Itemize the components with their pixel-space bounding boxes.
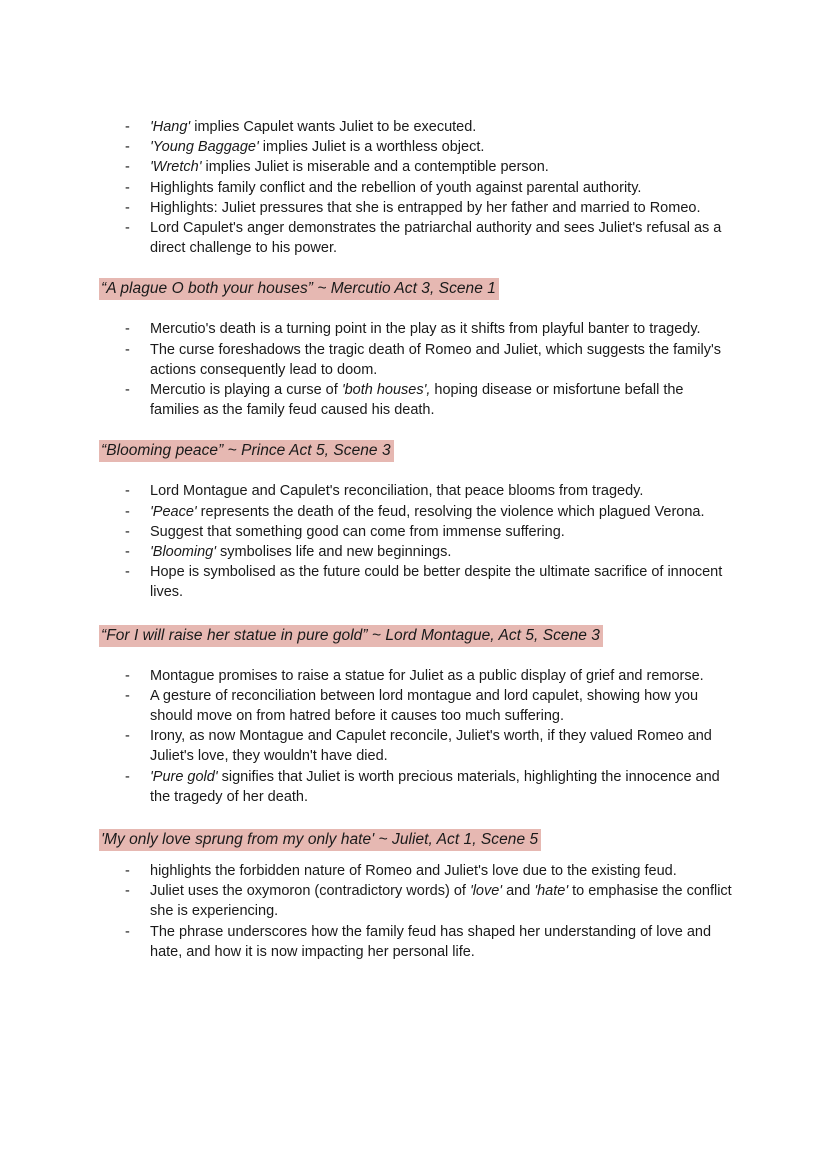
list-item: - 'Peace' represents the death of the feud, resolving the violence which plagued Verona. — [0, 502, 828, 522]
bullet-dash: - — [125, 220, 130, 237]
list-item: - 'Young Baggage' implies Juliet is a worthless object. — [0, 137, 828, 157]
notes-section-mercutio — [0, 278, 828, 420]
bullet-dash: - — [125, 382, 130, 399]
list-item: - Lord Montague and Capulet's reconciliation, that peace blooms from tragedy. — [0, 481, 828, 501]
bullet-list — [0, 319, 828, 420]
notes-section-montague — [0, 625, 828, 807]
list-item: - Mercutio is playing a curse of 'both houses', hoping disease or misfortune befall the families as the family feud caused his death. — [125, 382, 684, 419]
bullet-dash: - — [125, 139, 130, 156]
list-item: - Mercutio's death is a turning point in the play as it shifts from playful banter to tragedy. — [0, 319, 828, 339]
list-item: - Juliet uses the oxymoron (contradictory words) of 'love' and 'hate' to emphasise the conflict she is experiencing. — [125, 883, 732, 920]
list-item: - The curse foreshadows the tragic death of Romeo and Juliet, which suggests the family's actions consequently lead to doom. — [125, 341, 721, 378]
bullet-list — [0, 861, 828, 962]
bullet-dash: - — [125, 544, 130, 561]
list-item: - Lord Capulet's anger demonstrates the patriarchal authority and sees Juliet's refusal as a direct challenge to his power. — [125, 220, 722, 257]
bullet-dash: - — [125, 321, 130, 338]
bullet-dash: - — [125, 687, 130, 704]
list-item: - Suggest that something good can come from immense suffering. — [0, 522, 828, 542]
bullet-dash: - — [125, 199, 130, 216]
bullet-dash: - — [125, 728, 130, 745]
bullet-dash: - — [125, 523, 130, 540]
quote-heading: “A plague O both your houses” ~ Mercutio Act 3, Scene 1 — [99, 278, 499, 300]
bullet-dash: - — [125, 159, 130, 176]
notes-section-juliet — [0, 829, 828, 962]
bullet-dash: - — [125, 883, 130, 900]
bullet-dash: - — [125, 503, 130, 520]
list-item: - 'Hang' implies Capulet wants Juliet to be executed. — [0, 117, 828, 137]
bullet-dash: - — [125, 119, 130, 135]
list-item: - Hope is symbolised as the future could be better despite the ultimate sacrifice of innocent lives. — [125, 564, 723, 601]
bullet-dash: - — [125, 483, 130, 500]
bullet-dash: - — [125, 564, 130, 581]
list-item: - The phrase underscores how the family feud has shaped her understanding of love and hate, and how it is now impacting her personal life. — [125, 923, 712, 960]
bullet-list — [0, 117, 828, 258]
list-item: - Highlights: Juliet pressures that she is entrapped by her father and married to Romeo. — [0, 198, 828, 218]
bullet-list — [0, 481, 828, 602]
list-item: - 'Wretch' implies Juliet is miserable and a contemptible person. — [0, 157, 828, 177]
list-item: - Highlights family conflict and the rebellion of youth against parental authority. — [0, 178, 828, 198]
bullet-dash: - — [125, 341, 130, 358]
bullet-dash: - — [125, 863, 130, 880]
bullet-dash: - — [125, 923, 130, 940]
bullet-list — [0, 666, 828, 807]
bullet-dash: - — [125, 667, 130, 684]
list-item: - highlights the forbidden nature of Romeo and Juliet's love due to the existing feud. — [0, 861, 828, 881]
list-item: - A gesture of reconciliation between lord montague and lord capulet, showing how you should move on from hatred before it causes too much suffering. — [125, 687, 699, 725]
bullet-dash: - — [125, 768, 130, 785]
notes-section-prince — [0, 440, 828, 602]
list-item: - Montague promises to raise a statue for Juliet as a public display of grief and remorse. — [0, 666, 828, 686]
list-item: - 'Blooming' symbolises life and new beginnings. — [0, 542, 828, 562]
quote-heading: “Blooming peace” ~ Prince Act 5, Scene 3 — [99, 440, 394, 462]
notes-section-capulet — [0, 117, 828, 258]
bullet-dash: - — [125, 179, 130, 196]
list-item: - 'Pure gold' signifies that Juliet is worth precious materials, highlighting the innocence and the tragedy of her death. — [125, 768, 720, 805]
quote-heading: 'My only love sprung from my only hate' ~ Juliet, Act 1, Scene 5 — [99, 829, 541, 851]
list-item: - Irony, as now Montague and Capulet reconcile, Juliet's worth, if they valued Romeo and Juliet's love, they wouldn't have died. — [125, 728, 712, 765]
quote-heading: “For I will raise her statue in pure gold” ~ Lord Montague, Act 5, Scene 3 — [99, 625, 603, 647]
